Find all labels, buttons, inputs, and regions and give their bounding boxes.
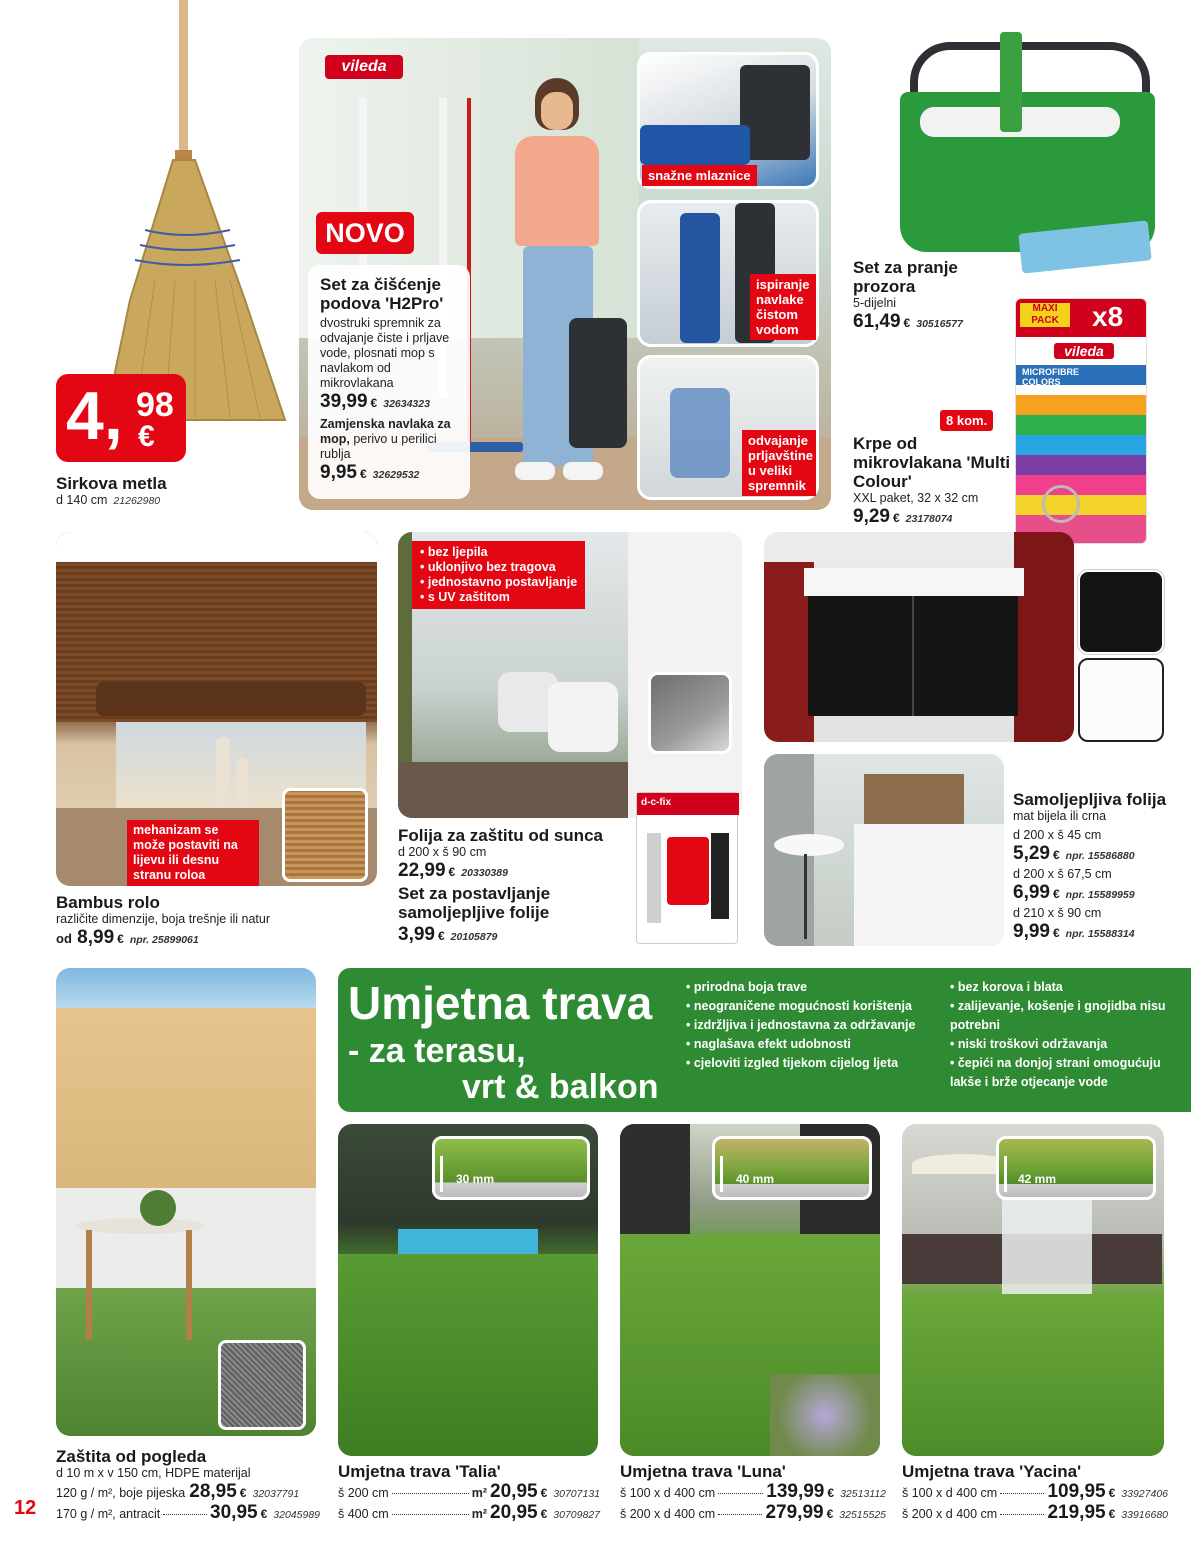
height-label: 30 mm (456, 1172, 495, 1186)
product-desc: različite dimenzije, boja trešnje ili natur (56, 912, 270, 926)
product-desc: dvostruki spremnik za odvajanje čiste i prljave vode, plosnati mop s navlakom od mikrovlakana (320, 316, 450, 390)
product-title-2: Set za postavljanje samoljepljive folije (398, 884, 551, 922)
product-price: 9,29 (853, 506, 890, 527)
bathroom-image (764, 532, 1074, 742)
row-price: 219,95 (1047, 1502, 1106, 1523)
product-price: 22,99 (398, 860, 446, 881)
benefit-item: • niski troškovi održavanja (950, 1035, 1180, 1054)
product-title: Set za pranje prozora (853, 258, 958, 296)
benefit-item: • bez korova i blata (950, 978, 1180, 997)
feature-label-1: snažne mlaznice (642, 165, 757, 186)
product-price: 61,49 (853, 311, 901, 332)
window-set-image (890, 12, 1160, 257)
page-number: 12 (14, 1497, 37, 1519)
price-row: š 100 x d 400 cm 109,95 € 33927406 (902, 1481, 1168, 1502)
banner-title: Umjetna trava (348, 977, 653, 1029)
swatch-white (1078, 658, 1164, 742)
product-code-2: 20105879 (450, 931, 498, 943)
row-code: 30709827 (553, 1509, 600, 1521)
product-title: Samoljepljiva folija (1013, 790, 1167, 809)
variant-size: d 200 x š 67,5 cm (1013, 867, 1112, 881)
variant-size: d 200 x š 45 cm (1013, 828, 1102, 842)
broom-image (95, 0, 290, 430)
pack-label: MICROFIBRE COLORS (1022, 367, 1079, 387)
row-label: š 200 x d 400 cm (620, 1507, 716, 1521)
variant-size: d 210 x š 90 cm (1013, 906, 1102, 920)
benefit-list-right (950, 978, 1180, 1092)
variant-price: 6,99 (1013, 882, 1050, 903)
bullet-item: • uklonjivo bez tragova (420, 560, 577, 575)
grass-sample (712, 1136, 872, 1200)
grass-sample (432, 1136, 590, 1200)
row-label: š 100 x d 400 cm (620, 1486, 716, 1500)
grass-sample (996, 1136, 1156, 1200)
product-code: 23178074 (905, 513, 953, 525)
product-desc: 5-dijelni (853, 296, 897, 310)
kit-brand: d-c-fix (641, 797, 671, 808)
row-label: š 200 cm (338, 1486, 389, 1500)
benefit-item: • izdržljiva i jednostavna za održavanje (686, 1016, 946, 1035)
price-row: š 400 cm m² 20,95 € 30709827 (338, 1502, 600, 1523)
variant-item: d 210 x š 90 cm 9,99 € npr. 15588314 (1013, 906, 1183, 945)
row-code: 33916680 (1121, 1509, 1168, 1521)
benefit-item: • čepići na donjoj strani omogućuju lakše i brže otjecanje vode (950, 1054, 1180, 1092)
row-label: š 100 x d 400 cm (902, 1486, 998, 1500)
product-price: 39,99 (320, 391, 368, 412)
product-desc: mat bijela ili crna (1013, 809, 1107, 823)
price-row: š 200 x d 400 cm 219,95 € 33916680 (902, 1502, 1168, 1523)
bullet-item: • bez ljepila (420, 545, 577, 560)
product-title: Set za čišćenje podova 'H2Pro' (320, 275, 444, 313)
price-row: š 100 x d 400 cm 139,99 € 32513112 (620, 1481, 886, 1502)
height-arrow-icon (1004, 1156, 1007, 1192)
product-desc: d 200 x š 90 cm (398, 845, 487, 859)
product-title: Folija za zaštitu od sunca (398, 826, 603, 845)
product-code: 30516577 (916, 318, 963, 330)
bucket (569, 318, 627, 448)
swatch-black (1078, 570, 1164, 654)
row-price: 139,99 (766, 1481, 825, 1502)
product-desc: d 140 cm (56, 493, 108, 507)
height-label: 40 mm (736, 1172, 775, 1186)
row-code: 32515525 (839, 1509, 886, 1521)
pack-count: x8 (1092, 301, 1124, 332)
row-price: 20,95 (490, 1502, 538, 1523)
row-label: 120 g / m², boje pijeska (56, 1486, 186, 1500)
benefit-item: • naglašava efekt udobnosti (686, 1035, 946, 1054)
product-price-2: 3,99 (398, 924, 435, 945)
cloth-pack-image (1015, 298, 1147, 544)
variant-price: 9,99 (1013, 921, 1050, 942)
product-title: Zaštita od pogleda (56, 1447, 207, 1466)
banner-subtitle-2: vrt & balkon (462, 1068, 659, 1106)
product-code: 21262980 (113, 495, 161, 507)
pack-brand: vileda (1054, 343, 1114, 359)
variant-price: 5,29 (1013, 843, 1050, 864)
row-unit: m² (471, 1486, 488, 1500)
row-label: š 200 x d 400 cm (902, 1507, 998, 1521)
height-label: 42 mm (1018, 1172, 1057, 1186)
price-row: š 200 cm m² 20,95 € 30707131 (338, 1481, 600, 1502)
bamboo-swatch (282, 788, 368, 882)
product-title: Umjetna trava 'Yacina' (902, 1462, 1082, 1481)
product-title-2: Zamjenska navlaka za mop, (320, 417, 451, 446)
benefit-item: • cjeloviti izgled tijekom cijelog ljeta (686, 1054, 946, 1073)
product-price-2: 9,95 (320, 462, 357, 483)
row-unit: m² (471, 1507, 488, 1521)
product-price: 8,99 (77, 927, 115, 948)
product-code: 20330389 (461, 867, 508, 879)
price-row: 170 g / m², antracit 30,95 € 32045989 (56, 1502, 320, 1523)
benefit-item: • neograničene mogućnosti korištenja (686, 997, 946, 1016)
product-desc: XXL paket, 32 x 32 cm (853, 491, 979, 505)
product-title: Bambus rolo (56, 893, 160, 912)
height-arrow-icon (720, 1156, 723, 1192)
row-code: 32513112 (840, 1488, 886, 1500)
price-row: š 200 x d 400 cm 279,99 € 32515525 (620, 1502, 886, 1523)
pack-top-label: MAXI PACK (1020, 303, 1070, 327)
variant-item: d 200 x š 67,5 cm 6,99 € npr. 15589959 (1013, 867, 1183, 906)
bullet-item: • s UV zaštitom (420, 590, 577, 605)
price-cents: 98 (136, 386, 174, 424)
kitchen-image (764, 754, 1004, 946)
product-code: 32634323 (383, 398, 430, 410)
variant-code: npr. 15588314 (1065, 928, 1135, 940)
row-price: 279,99 (765, 1502, 824, 1523)
row-price: 30,95 (210, 1502, 258, 1523)
variant-code: npr. 15589959 (1065, 889, 1135, 901)
row-code: 33927406 (1121, 1488, 1168, 1500)
count-badge: 8 kom. (940, 410, 993, 431)
feature-bullets-box (412, 541, 585, 609)
install-kit-image (636, 792, 738, 944)
feature-label-3: odvajanje prljavštine u veliki spremnik (742, 430, 816, 496)
product-title: Krpe od mikrovlakana 'Multi Colour' (853, 434, 1011, 491)
benefit-item: • prirodna boja trave (686, 978, 946, 997)
price-row: 120 g / m², boje pijeska 28,95 € 32037791 (56, 1481, 300, 1502)
product-desc-2: perivo u perilici rublja (320, 432, 437, 461)
novo-badge: NOVO (316, 212, 414, 254)
product-code: npr. 25899061 (129, 934, 199, 946)
vileda-info-box: Set za čišćenje podova 'H2Pro' dvostruki spremnik za odvajanje čiste i prljave vode, plosnati mop s navlakom od mikrovlakana 39,99 € 32634323 Zamjenska navlaka za mop, perivo u perilici rublja 9,95 € 32629532 (308, 265, 470, 499)
row-code: 32045989 (273, 1509, 320, 1521)
banner-subtitle-1: - za terasu, (348, 1032, 526, 1070)
row-price: 28,95 (189, 1481, 237, 1502)
price-badge (56, 374, 186, 462)
product-title: Umjetna trava 'Luna' (620, 1462, 786, 1481)
feature-bullets (420, 545, 577, 605)
mechanism-label: mehanizam se može postaviti na lijevu ili desnu stranu roloa (127, 820, 259, 886)
product-code-2: 32629532 (372, 469, 420, 481)
variant-item: d 200 x š 45 cm 5,29 € npr. 15586880 (1013, 828, 1183, 867)
product-title: Umjetna trava 'Talia' (338, 1462, 501, 1481)
row-label: š 400 cm (338, 1507, 389, 1521)
row-code: 32037791 (252, 1488, 300, 1500)
product-desc: d 10 m x v 150 cm, HDPE materijal (56, 1466, 251, 1480)
height-arrow-icon (440, 1156, 443, 1192)
row-price: 109,95 (1047, 1481, 1106, 1502)
variant-list (1013, 828, 1183, 945)
grass-banner (338, 968, 1191, 1112)
benefit-list-left (686, 978, 946, 1073)
row-code: 30707131 (553, 1488, 600, 1500)
price-currency: € (138, 420, 155, 453)
product-title: Sirkova metla (56, 474, 167, 493)
bullet-item: • jednostavno postavljanje (420, 575, 577, 590)
price-prefix: od (56, 931, 72, 946)
privacy-swatch (218, 1340, 306, 1430)
foil-sample (648, 672, 732, 754)
variant-code: npr. 15586880 (1065, 850, 1135, 862)
vileda-logo: vileda (325, 55, 403, 79)
row-price: 20,95 (490, 1481, 538, 1502)
benefit-item: • zalijevanje, košenje i gnojidba nisu potrebni (950, 997, 1180, 1035)
row-label: 170 g / m², antracit (56, 1507, 161, 1521)
price-whole: 4, (66, 378, 123, 454)
feature-label-2: ispiranje navlake čistom vodom (750, 274, 816, 340)
